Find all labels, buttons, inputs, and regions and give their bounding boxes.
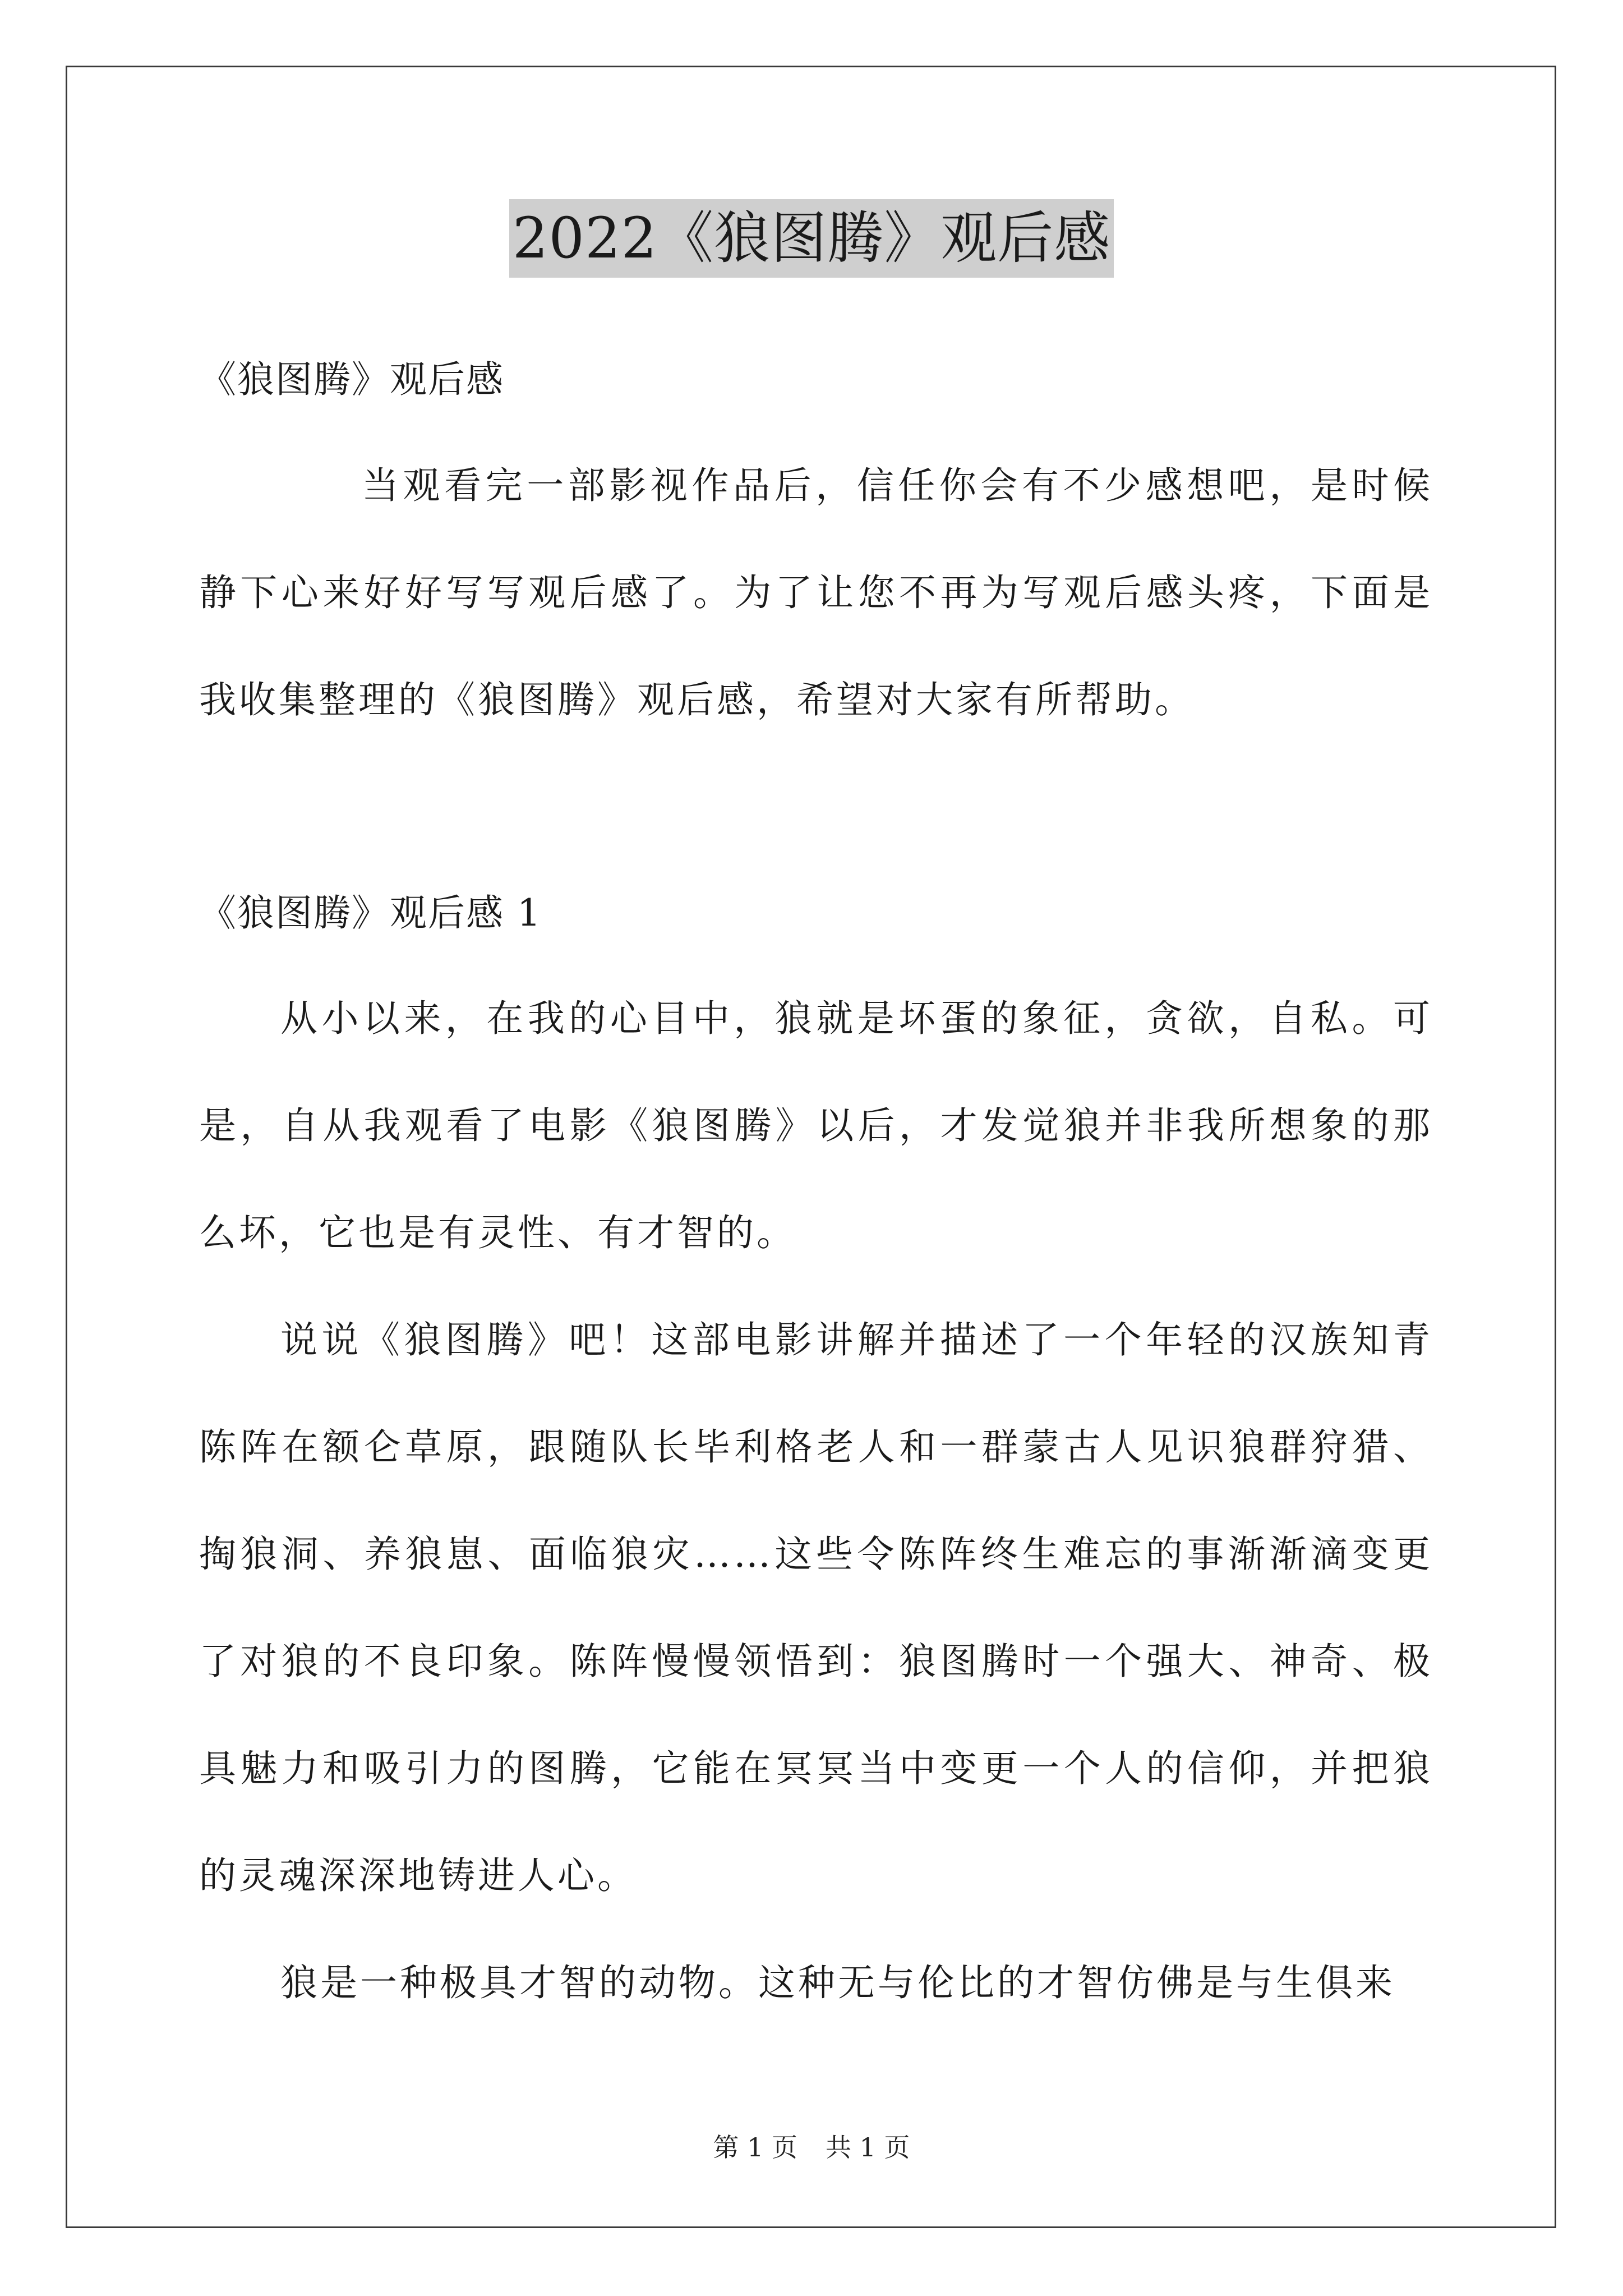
body-paragraph: 从小以来，在我的心目中，狼就是坏蛋的象征，贪欲，自私。可是，自从我观看了电影《狼图腾》以后，才发觉狼并非我所想象的那么坏，它也是有灵性、有才智的。: [199, 997, 1433, 1254]
body-paragraph: 说说《狼图腾》吧！这部电影讲解并描述了一个年轻的汉族知青陈阵在额仑草原，跟随队长毕利格老人和一群蒙古人见识狼群狩猎、掏狼洞、养狼崽、面临狼灾……这些令陈阵终生难忘的事渐渐滴变更了对狼的不良印象。陈阵慢慢领悟到：狼图腾时一个强大、神奇、极具魅力和吸引力的图腾，它能在冥冥当中变更一个人的信仰，并把狼的灵魂深深地铸进人心。: [199, 1318, 1433, 1897]
section-heading: 《狼图腾》观后感 1: [199, 891, 542, 935]
intro-paragraph: 当观看完一部影视作品后，信任你会有不少感想吧，是时候静下心来好好写写观后感了。为了让您不再为写观后感头疼，下面是我收集整理的《狼图腾》观后感，希望对大家有所帮助。: [199, 464, 1433, 721]
title-container: [0, 199, 1623, 278]
body-paragraph: 狼是一种极具才智的动物。这种无与伦比的才智仿佛是与生俱来: [280, 1961, 1395, 2004]
intro-heading: 《狼图腾》观后感: [199, 358, 504, 401]
page-number: 第 1 页: [713, 2132, 797, 2162]
page-total: 共 1 页: [826, 2132, 910, 2162]
body-text: [199, 965, 1433, 2036]
document-title: 2022《狼图腾》观后感: [509, 199, 1114, 278]
page-footer: [0, 2131, 1623, 2164]
